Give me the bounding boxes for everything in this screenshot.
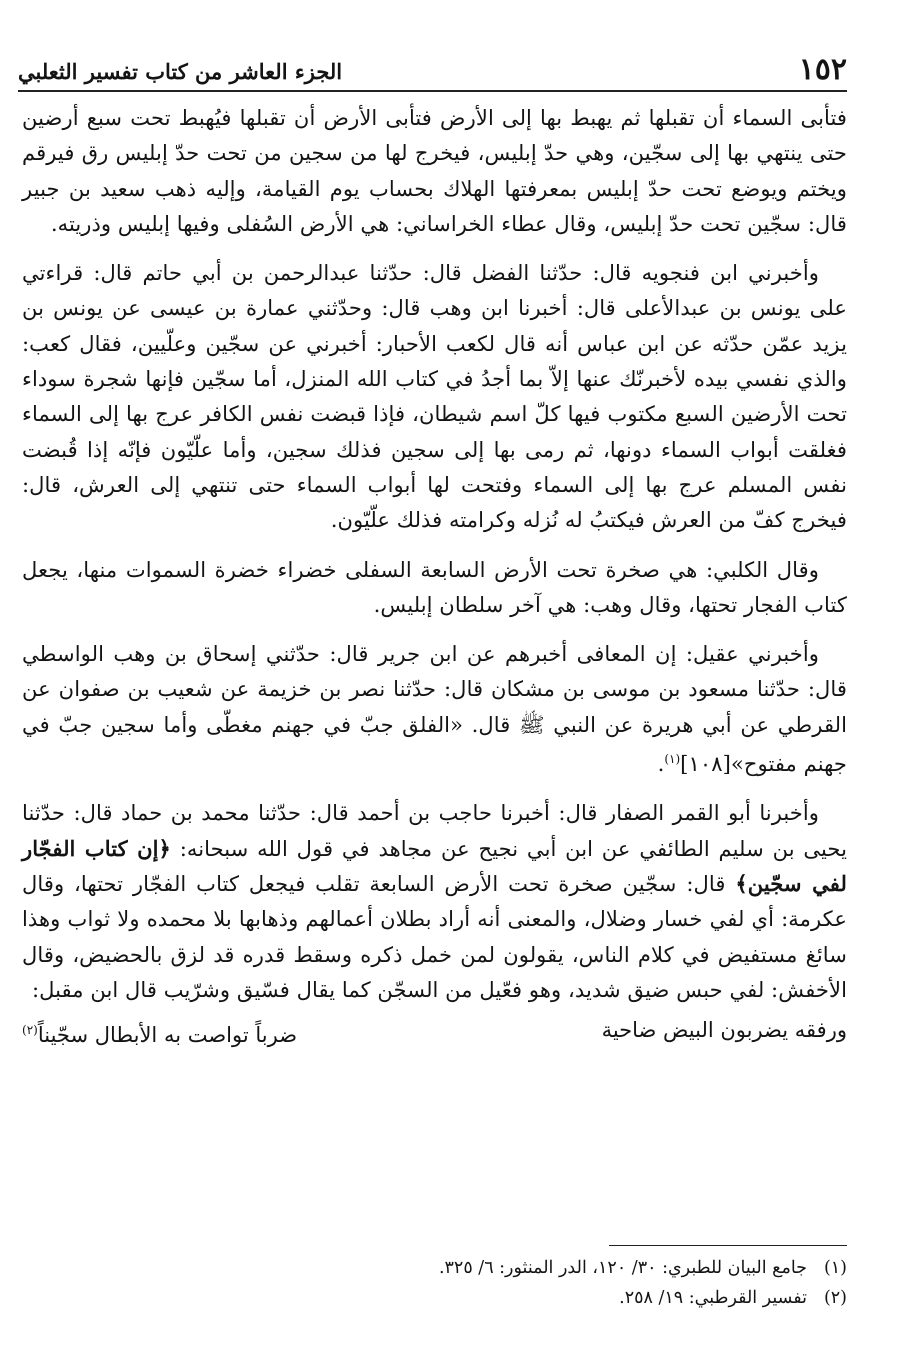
footnote-2 [22, 1283, 847, 1313]
verse-first-hemistich: ورفقه يضربون البيض ضاحية [601, 1018, 847, 1043]
quran-verse: ﴿إن كتاب الفجّار لفي سجّين﴾ [22, 835, 847, 896]
footnote-1-text: جامع البيان للطبري: ٣٠/ ١٢٠، الدر المنثور: ٦/ ٣٢٥. [438, 1258, 807, 1278]
paragraph-5 [22, 795, 847, 1007]
footnotes [22, 1253, 847, 1313]
poetry-verse [22, 1013, 847, 1053]
footnote-divider [609, 1245, 847, 1246]
page-header [18, 52, 847, 92]
footnote-ref-2: (٢) [22, 1023, 38, 1038]
paragraph-5-before: وأخبرنا أبو القمر الصفار قال: أخبرنا حاجب بن أحمد قال: حدّثنا محمد بن حماد قال: حدّثنا يحيى بن سليم الطائفي عن ابن أبي نجيح عن مجاهد في قول الله سبحانه: [22, 800, 847, 861]
paragraph-4 [22, 636, 847, 781]
verse-second-hemistich-wrap [22, 1013, 297, 1053]
paragraph-3: وقال الكلبي: هي صخرة تحت الأرض السابعة السفلى خضراء خضرة السموات منها، يجعل كتاب الفجار تحتها، وقال وهب: هي آخر سلطان إبليس. [22, 556, 847, 617]
footnote-2-number: (٢) [823, 1288, 847, 1308]
paragraph-1: فتأبى السماء أن تقبلها ثم يهبط بها إلى الأرض فتأبى الأرض أن تقبلها فيُهبط تحت سبع أرضين حتى ينتهي بها إلى سجّين، وهي حدّ إبليس، فيخرج لها من سجين من تحت حدّ إبليس رق فيرقم ويختم ويوضع تحت حدّ إبليس بمعرفتها الهلاك بحساب يوم القيامة، وإليه ذهب سعيد بن جبير قال: سجّين تحت حدّ إبليس، وقال عطاء الخراساني: هي الأرض السُفلى وفيها إبليس وذريته. [22, 105, 847, 236]
running-title: الجزء العاشر من كتاب تفسير الثعلبي [18, 59, 343, 84]
footnote-1-number: (١) [823, 1258, 847, 1278]
verse-second-hemistich: ضرباً تواصت به الأبطال سجّيناً [37, 1023, 298, 1048]
paragraph-5-after: قال: سجّين صخرة تحت الأرض السابعة تقلب فيجعل كتاب الفجّار تحتها، وقال عكرمة: أي لفي خسار وضلال، والمعنى أنه أراد بطلان أعمالهم وذهابها بلا محمده ولا ثواب وهذا سائغ مستفيض في كلام الناس، يقولون لمن خمل ذكره وسقط قدره قد لزق بالحضيض، وقال الأخفش: لفي حبس ضيق شديد، وهو فعّيل من السجّن كما يقال فسّيق وشرّيب قال ابن مقبل: [22, 871, 847, 1002]
hadith-number: [١٠٨] [680, 751, 731, 777]
page-number: ١٥٢ [798, 52, 847, 87]
footnote-2-text: تفسير القرطبي: ١٩/ ٢٥٨. [619, 1288, 807, 1308]
footnote-ref-1: (١) [664, 752, 681, 767]
paragraph-4-end: . [657, 751, 665, 777]
paragraph-2: وأخبرني ابن فنجويه قال: حدّثنا الفضل قال: حدّثنا عبدالرحمن بن أبي حاتم قال: قراءتي على يونس بن عبدالأعلى قال: أخبرنا ابن وهب قال: وحدّثني عمارة بن عيسى عن يونس بن يزيد عمّن حدّثه عن ابن عباس أنه قال لكعب الأحبار: أخبرني عن سجّين وعلّيين، فقال كعب: والذي نفسي بيده لأخبرنّك عنها إلاّ بما أجدُ في كتاب الله المنزل، أما سجّين فإنها شجرة سوداء تحت الأرضين السبع مكتوب فيها كلّ اسم شيطان، فإذا قبضت نفس الكافر عرج بها إلى السماء فغلقت أبواب السماء دونها، ثم رمى بها إلى سجين فذلك سجين، وأما علّيّون فإنّه إذا قُبضت نفس المسلم عرج بها إلى السماء وفتحت لها أبواب السماء حتى تنتهي إلى العرش، قال: فيخرج كفّ من العرش فيكتبُ له نُزله وكرامته فذلك علّيّون. [22, 260, 847, 533]
paragraph-4-text: وأخبرني عقيل: إن المعافى أخبرهم عن ابن جرير قال: حدّثني إسحاق بن وهب الواسطي قال: حدّثنا مسعود بن موسى بن مشكان قال: حدّثنا نصر بن خزيمة عن شعيب بن صفوان عن القرطي عن أبي هريرة عن النبي ﷺ قال. «الفلق جبّ في جهنم مغطّى وأما سجين جبّ في جهنم مفتوح» [22, 641, 847, 777]
body-text [22, 100, 847, 1053]
footnote-1 [22, 1253, 847, 1283]
